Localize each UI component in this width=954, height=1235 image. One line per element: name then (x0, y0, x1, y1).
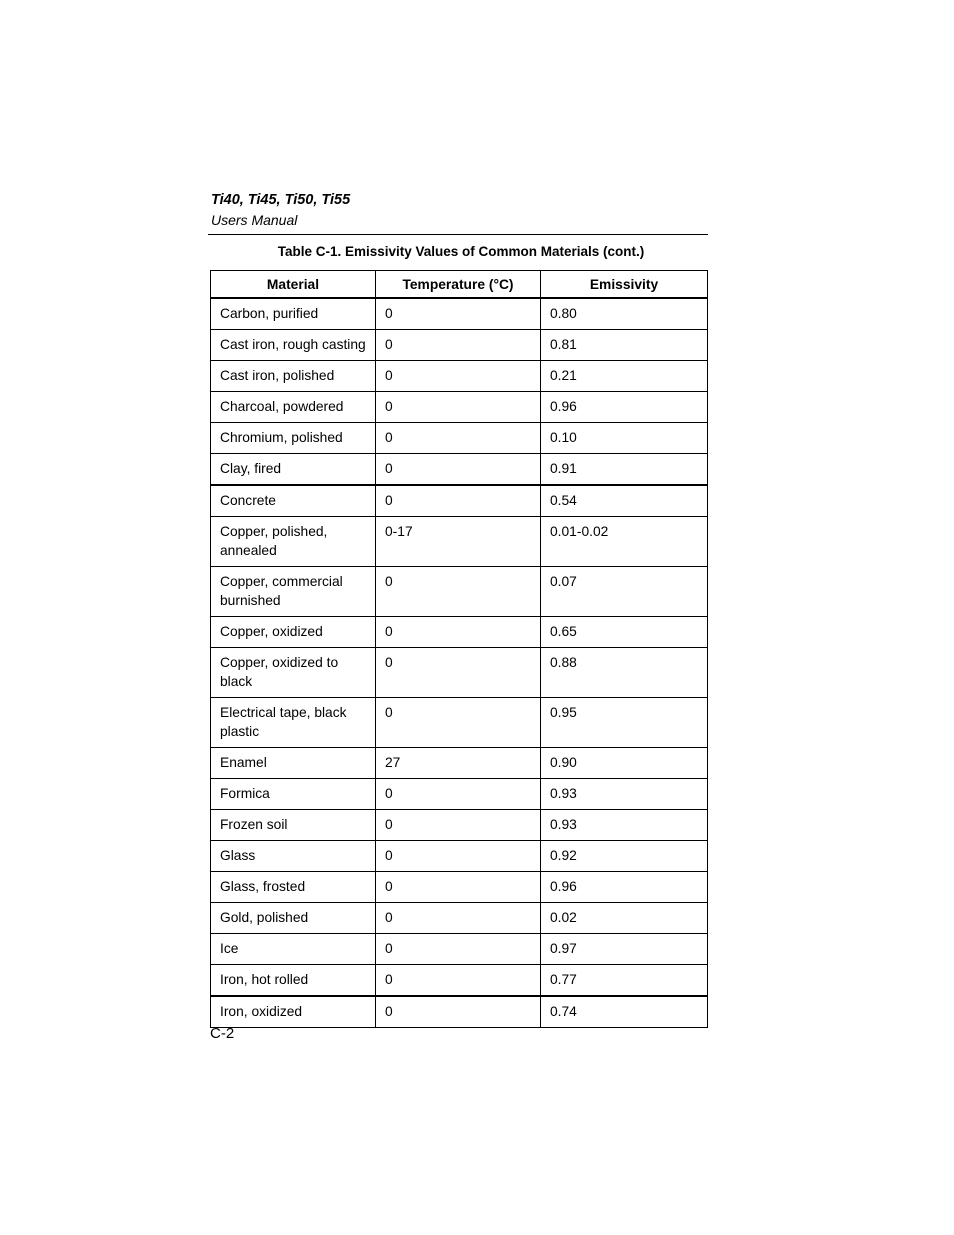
emissivity-cell: 0.10 (541, 423, 708, 454)
column-header-emissivity: Emissivity (541, 271, 708, 299)
material-cell: Copper, polished, annealed (211, 517, 376, 567)
material-cell: Formica (211, 779, 376, 810)
material-cell: Enamel (211, 748, 376, 779)
table-row (211, 485, 708, 517)
table-row (211, 392, 708, 423)
material-cell: Glass, frosted (211, 872, 376, 903)
material-cell: Glass (211, 841, 376, 872)
table-row (211, 298, 708, 330)
table-row (211, 996, 708, 1028)
temperature-cell: 0 (376, 698, 541, 748)
material-cell: Clay, fired (211, 454, 376, 486)
table-row (211, 361, 708, 392)
material-cell: Copper, oxidized to black (211, 648, 376, 698)
temperature-cell: 0 (376, 965, 541, 997)
table-row (211, 454, 708, 486)
emissivity-cell: 0.90 (541, 748, 708, 779)
column-header-temperature: Temperature (°C) (376, 271, 541, 299)
temperature-cell: 0 (376, 841, 541, 872)
material-cell: Carbon, purified (211, 298, 376, 330)
table-row (211, 903, 708, 934)
table-row (211, 810, 708, 841)
table-row (211, 517, 708, 567)
header-divider (208, 234, 708, 235)
material-cell: Copper, oxidized (211, 617, 376, 648)
emissivity-cell: 0.88 (541, 648, 708, 698)
manual-subtitle: Users Manual (211, 212, 298, 228)
temperature-cell: 0 (376, 779, 541, 810)
temperature-cell: 0 (376, 996, 541, 1028)
emissivity-cell: 0.77 (541, 965, 708, 997)
temperature-cell: 0 (376, 648, 541, 698)
temperature-cell: 0 (376, 810, 541, 841)
temperature-cell: 0 (376, 423, 541, 454)
material-cell: Charcoal, powdered (211, 392, 376, 423)
manual-title: Ti40, Ti45, Ti50, Ti55 (211, 192, 351, 208)
table-caption: Table C-1. Emissivity Values of Common Materials (cont.) (277, 244, 645, 259)
table-row (211, 748, 708, 779)
temperature-cell: 0 (376, 617, 541, 648)
emissivity-cell: 0.92 (541, 841, 708, 872)
temperature-cell: 0 (376, 298, 541, 330)
table-body (211, 298, 708, 1028)
material-cell: Chromium, polished (211, 423, 376, 454)
emissivity-cell: 0.65 (541, 617, 708, 648)
table-row (211, 779, 708, 810)
emissivity-cell: 0.80 (541, 298, 708, 330)
table-row (211, 648, 708, 698)
emissivity-cell: 0.96 (541, 872, 708, 903)
material-cell: Copper, commercial burnished (211, 567, 376, 617)
material-cell: Concrete (211, 485, 376, 517)
table-header-row (211, 271, 708, 299)
emissivity-cell: 0.93 (541, 779, 708, 810)
column-header-material: Material (211, 271, 376, 299)
material-cell: Gold, polished (211, 903, 376, 934)
emissivity-cell: 0.97 (541, 934, 708, 965)
temperature-cell: 0 (376, 567, 541, 617)
emissivity-cell: 0.91 (541, 454, 708, 486)
emissivity-cell: 0.93 (541, 810, 708, 841)
temperature-cell: 0 (376, 485, 541, 517)
emissivity-cell: 0.54 (541, 485, 708, 517)
table-row (211, 698, 708, 748)
table-row (211, 965, 708, 997)
material-cell: Cast iron, polished (211, 361, 376, 392)
temperature-cell: 0 (376, 392, 541, 423)
emissivity-table (210, 270, 708, 1028)
temperature-cell: 0-17 (376, 517, 541, 567)
emissivity-cell: 0.74 (541, 996, 708, 1028)
table-row (211, 841, 708, 872)
emissivity-cell: 0.21 (541, 361, 708, 392)
material-cell: Electrical tape, black plastic (211, 698, 376, 748)
table-row (211, 567, 708, 617)
temperature-cell: 0 (376, 330, 541, 361)
emissivity-cell: 0.07 (541, 567, 708, 617)
material-cell: Cast iron, rough casting (211, 330, 376, 361)
table-row (211, 872, 708, 903)
temperature-cell: 0 (376, 454, 541, 486)
temperature-cell: 0 (376, 903, 541, 934)
table-row (211, 617, 708, 648)
temperature-cell: 27 (376, 748, 541, 779)
emissivity-cell: 0.96 (541, 392, 708, 423)
material-cell: Iron, hot rolled (211, 965, 376, 997)
material-cell: Frozen soil (211, 810, 376, 841)
emissivity-cell: 0.02 (541, 903, 708, 934)
material-cell: Ice (211, 934, 376, 965)
material-cell: Iron, oxidized (211, 996, 376, 1028)
table-row (211, 934, 708, 965)
table-row (211, 423, 708, 454)
emissivity-cell: 0.95 (541, 698, 708, 748)
temperature-cell: 0 (376, 361, 541, 392)
emissivity-cell: 0.01-0.02 (541, 517, 708, 567)
page-number: C-2 (210, 1025, 235, 1042)
emissivity-cell: 0.81 (541, 330, 708, 361)
table-row (211, 330, 708, 361)
temperature-cell: 0 (376, 872, 541, 903)
temperature-cell: 0 (376, 934, 541, 965)
